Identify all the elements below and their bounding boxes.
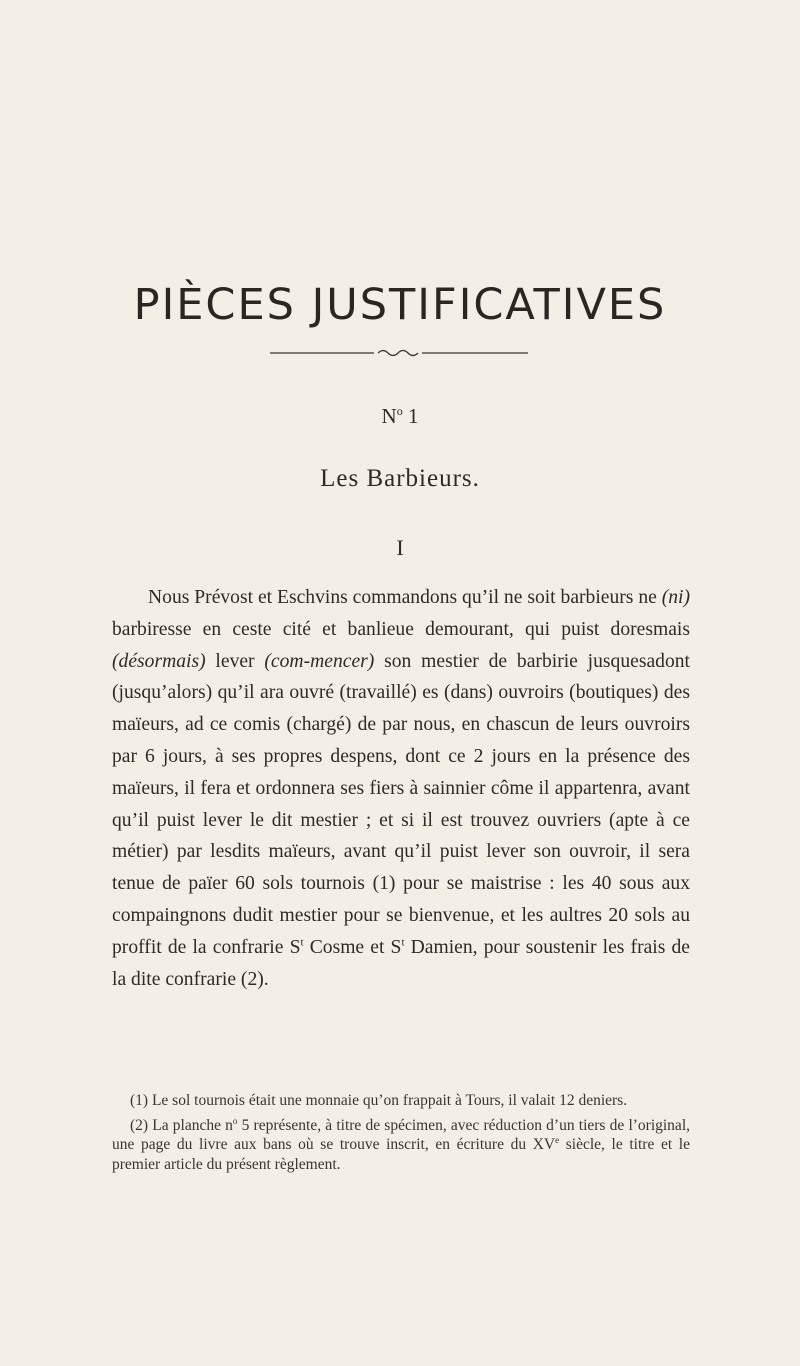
footnotes [112,1091,690,1179]
footnote-2: (2) La planche $n^o$ 5 représente, à titre de spécimen, avec réduction d’un tiers de l’original, une page du livre aux bans où se trouve inscrit, en écriture du XVe siècle, le titre et le premier article du présent règlement. [112,1115,690,1173]
section-numeral: I [396,535,404,560]
document-subtitle: Les Barbieurs. [320,465,480,492]
main-paragraph: Nous Prévost et Eschvins commandons qu’il ne soit barbieurs ne (ni) barbiresse en ceste cité et banlieue demourant, qui puist doresmais (désormais) lever (com-mencer) son mestier de barbirie jusquesadont (jusqu’alors) qu’il ara ouvré (travaillé) es (dans) ouvroirs (boutiques) des maïeurs, ad ce comis (chargé) de par nous, en chascun de leurs ouvroirs par 6 jours, à ses propres despens, dont ce 2 jours en la présence des maïeurs, il fera et ordonnera ses fiers à sainnier côme il appartenra, avant qu’il puist lever le dit mestier ; et si il est trouvez ouvriers (apte à ce métier) par lesdits maïeurs, avant qu’il puist lever son ouvroir, il sera tenue de païer 60 sols tournois (1) pour se maistrise : les 40 sous aux compaingnons dudit mestier pour se bienvenue, et les aultres 20 sols au proffit de la confrarie $S^t$ Cosme et $S^t$ Damien, pour soustenir les frais de la dite confrarie (2). [112,587,691,990]
footnote-1: (1) Le sol tournois était une monnaie qu’on frappait à Tours, il valait 12 deniers. [130,1092,628,1109]
ornament-divider-icon [270,347,528,359]
document-number: $N^o$ 1 [381,404,419,428]
page-title: PIÈCES JUSTIFICATIVES [133,280,667,330]
